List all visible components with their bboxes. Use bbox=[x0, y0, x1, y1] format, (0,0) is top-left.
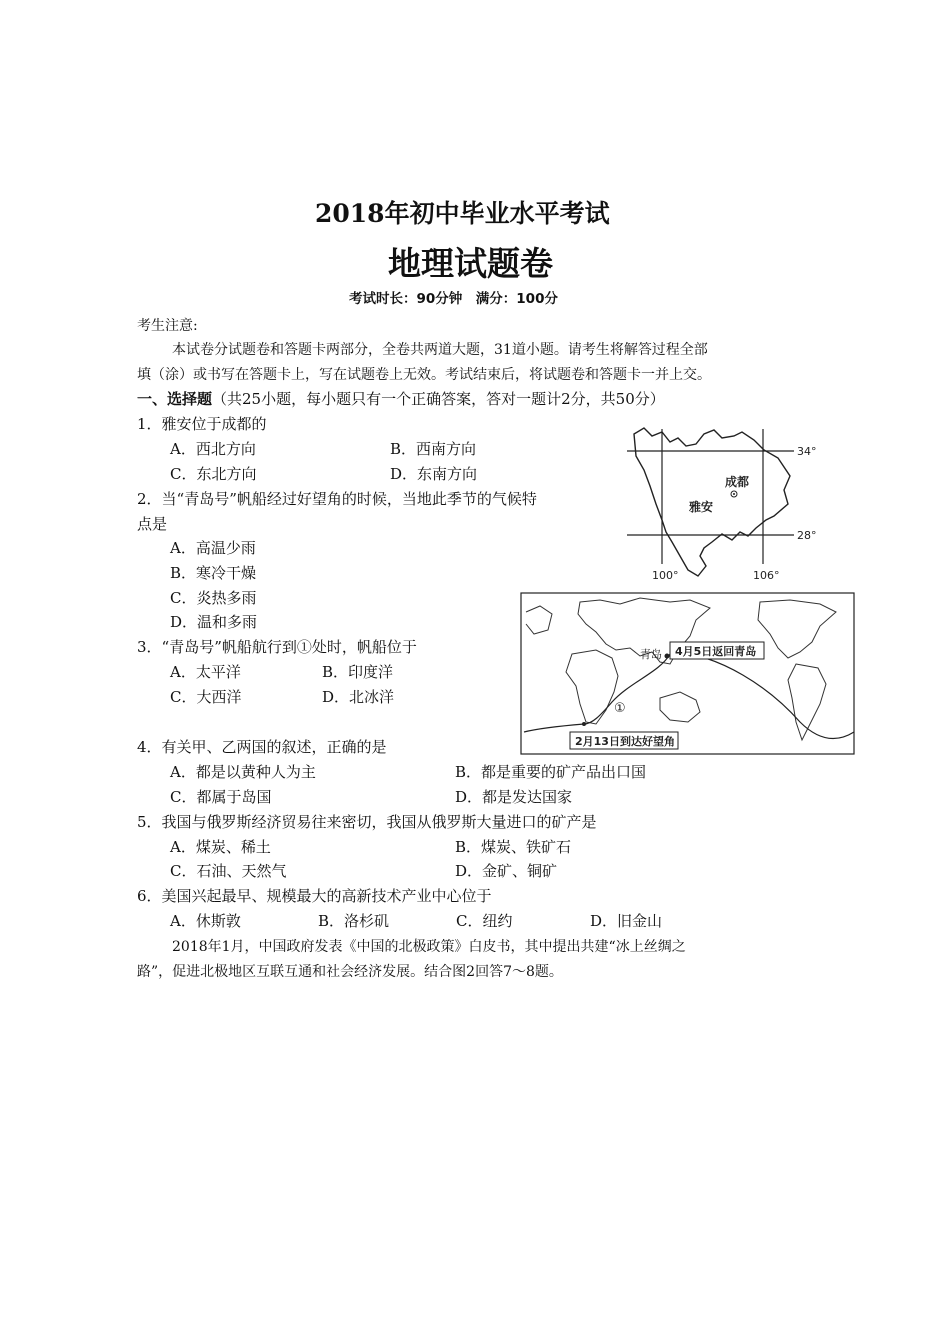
question-6-option-d: D．旧金山 bbox=[590, 912, 663, 930]
notice-line-1: 本试卷分试题卷和答题卡两部分，全卷共两道大题，31道小题。请考生将解答过程全部 bbox=[172, 342, 708, 358]
world-route-map bbox=[520, 592, 856, 756]
yaan-label: 雅安 bbox=[689, 500, 714, 514]
cape-marker-icon bbox=[582, 722, 586, 726]
question-4-option-c: C．都属于岛国 bbox=[170, 788, 272, 806]
question-1-option-c: C．东北方向 bbox=[170, 465, 257, 483]
question-6-stem: 6．美国兴起最早、规模最大的高新技术产业中心位于 bbox=[137, 887, 492, 905]
question-4-option-b: B．都是重要的矿产品出口国 bbox=[455, 763, 647, 781]
paper-subtitle: 地理试题卷 bbox=[388, 244, 553, 283]
question-1-option-b: B．西南方向 bbox=[390, 440, 477, 458]
question-6-option-b: B．洛杉矶 bbox=[318, 912, 390, 930]
exam-meta: 考试时长：90分钟 满分：100分 bbox=[349, 291, 558, 307]
chengdu-label: 成都 bbox=[725, 475, 750, 489]
return-date-label: 4月5日返回青岛 bbox=[675, 645, 757, 658]
notice-line-2: 填（涂）或书写在答题卡上，写在试题卷上无效。考试结束后，将试题卷和答题卡一并上交。 bbox=[137, 367, 711, 383]
question-5-option-d: D．金矿、铜矿 bbox=[455, 862, 558, 880]
question-5-option-c: C．石油、天然气 bbox=[170, 862, 287, 880]
question-3-stem: 3．“青岛号”帆船航行到①处时，帆船位于 bbox=[137, 638, 417, 656]
passage-line-1: 2018年1月，中国政府发表《中国的北极政策》白皮书，其中提出共建“冰上丝绸之 bbox=[172, 939, 686, 955]
question-4-option-d: D．都是发达国家 bbox=[455, 788, 573, 806]
sichuan-map bbox=[622, 424, 827, 584]
section-label: 一、选择题 bbox=[137, 390, 213, 408]
question-2-option-a: A．高温少雨 bbox=[170, 539, 256, 557]
question-2-stem: 2．当“青岛号”帆船经过好望角的时候，当地此季节的气候特 bbox=[137, 490, 537, 508]
lon-106-label: 106° bbox=[753, 569, 780, 582]
question-3-option-d: D．北冰洋 bbox=[322, 688, 395, 706]
question-1-option-d: D．东南方向 bbox=[390, 465, 478, 483]
question-1-stem: 1．雅安位于成都的 bbox=[137, 415, 267, 433]
question-4-option-a: A．都是以黄种人为主 bbox=[170, 763, 316, 781]
lat-34-label: 34° bbox=[797, 445, 817, 458]
section-heading bbox=[137, 392, 665, 407]
question-5-option-a: A．煤炭、稀土 bbox=[170, 838, 271, 856]
question-6-option-c: C．纽约 bbox=[456, 912, 513, 930]
qingdao-marker-icon bbox=[665, 654, 670, 659]
question-6-option-a: A．休斯敦 bbox=[170, 912, 241, 930]
passage-line-2: 路”，促进北极地区互联互通和社会经济发展。结合图2回答7～8题。 bbox=[137, 964, 563, 980]
question-2-option-d: D．温和多雨 bbox=[170, 613, 258, 631]
qingdao-label: 青岛 bbox=[640, 648, 662, 661]
question-3-option-b: B．印度洋 bbox=[322, 663, 394, 681]
section-desc: （共25小题，每小题只有一个正确答案，答对一题计2分，共50分） bbox=[212, 390, 665, 408]
question-1-option-a: A．西北方向 bbox=[170, 440, 256, 458]
question-3-option-a: A．太平洋 bbox=[170, 663, 241, 681]
position-1-marker: ① bbox=[614, 701, 626, 716]
notice-heading: 考生注意: bbox=[137, 318, 198, 334]
question-2-stem-cont: 点是 bbox=[137, 515, 168, 533]
exam-title: 2018年初中毕业水平考试 bbox=[315, 199, 610, 228]
cape-date-label: 2月13日到达好望角 bbox=[575, 735, 675, 748]
lon-100-label: 100° bbox=[652, 569, 679, 582]
question-4-stem: 4．有关甲、乙两国的叙述，正确的是 bbox=[137, 738, 387, 756]
question-5-stem: 5．我国与俄罗斯经济贸易往来密切，我国从俄罗斯大量进口的矿产是 bbox=[137, 813, 597, 831]
question-3-option-c: C．大西洋 bbox=[170, 688, 242, 706]
question-2-option-b: B．寒冷干燥 bbox=[170, 564, 257, 582]
question-2-option-c: C．炎热多雨 bbox=[170, 589, 257, 607]
lat-28-label: 28° bbox=[797, 529, 817, 542]
question-5-option-b: B．煤炭、铁矿石 bbox=[455, 838, 572, 856]
